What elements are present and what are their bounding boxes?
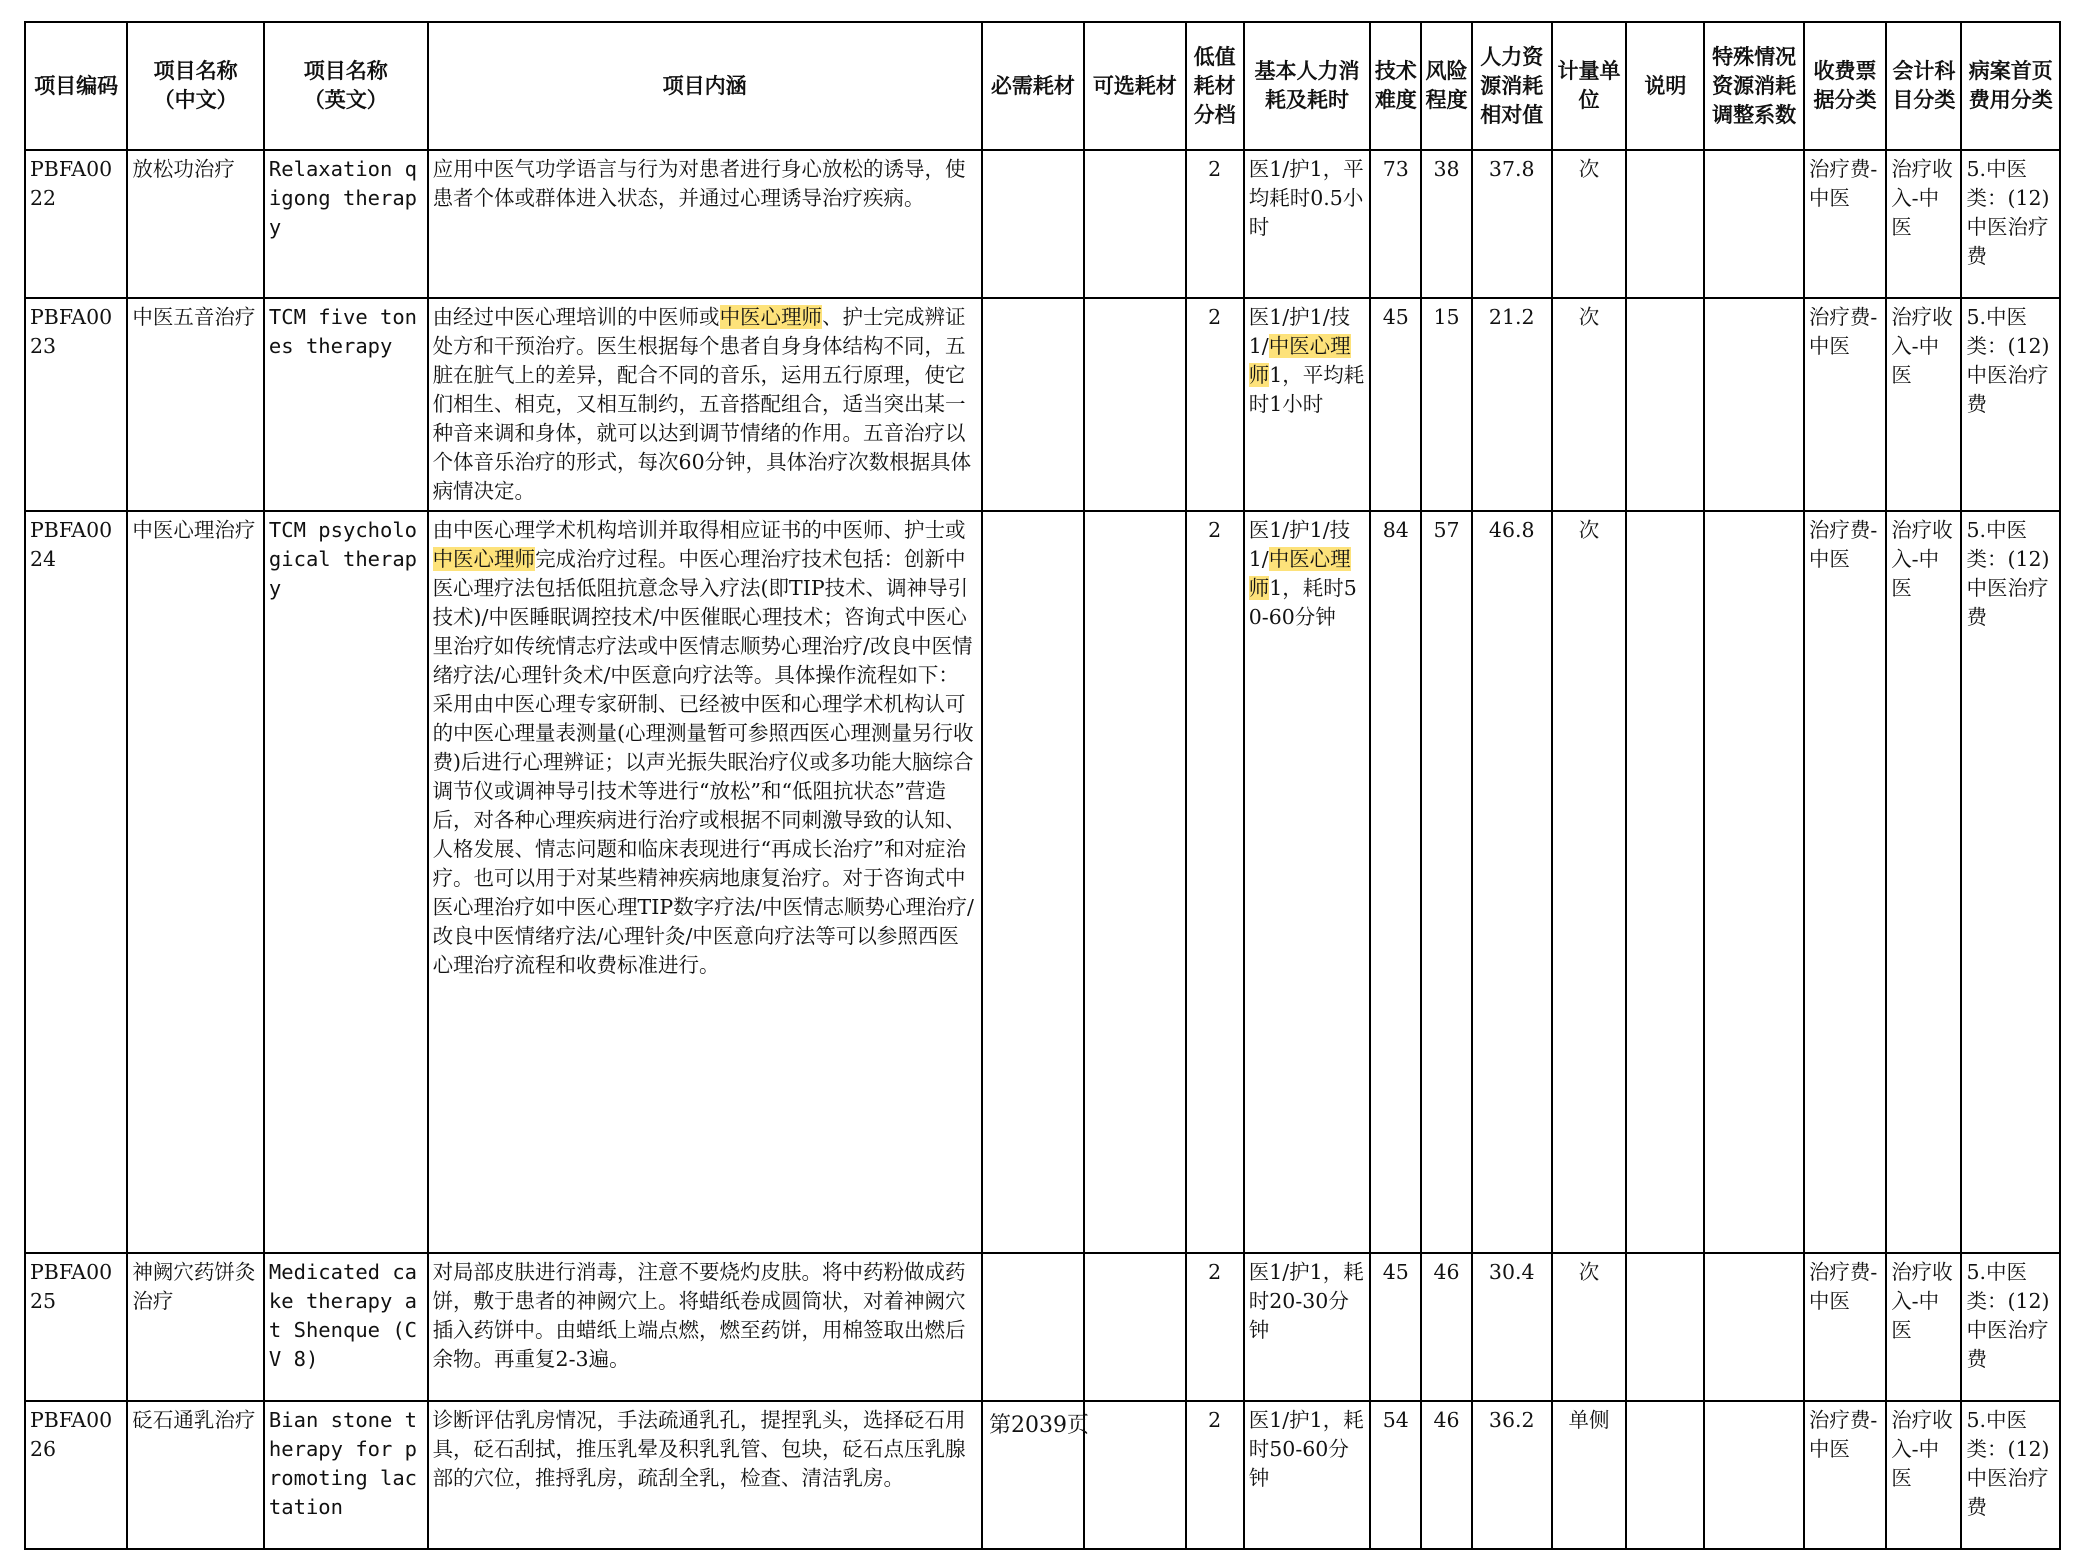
text-segment: 医1/护1/技1/ bbox=[1248, 518, 1351, 571]
cell-labor bbox=[1244, 1253, 1370, 1401]
header-receipt: 收费票据分类 bbox=[1804, 22, 1886, 150]
cell-required bbox=[982, 511, 1084, 1253]
cell-special bbox=[1704, 298, 1803, 511]
text-segment: 对局部皮肤进行消毒，注意不要烧灼皮肤。将中药粉做成药饼，敷于患者的神阙穴上。将蜡纸卷成圆筒状，对着神阙穴插入药饼中。由蜡纸上端点燃，燃至药饼，用棉签取出燃后余物。再重复2-3遍。 bbox=[432, 1260, 966, 1371]
cell-receipt: 治疗费-中医 bbox=[1804, 511, 1886, 1253]
header-name-cn: 项目名称 （中文） bbox=[127, 22, 264, 150]
cell-unit: 次 bbox=[1552, 298, 1626, 511]
cell-name-cn: 神阙穴药饼灸治疗 bbox=[127, 1253, 264, 1401]
cell-note bbox=[1626, 1253, 1704, 1401]
cell-receipt: 治疗费-中医 bbox=[1804, 150, 1886, 298]
header-content: 项目内涵 bbox=[428, 22, 982, 150]
cell-special bbox=[1704, 511, 1803, 1253]
cell-account: 治疗收入-中医 bbox=[1886, 298, 1961, 511]
header-optional: 可选耗材 bbox=[1084, 22, 1185, 150]
fee-items-table bbox=[24, 21, 2061, 1550]
cell-name-en: TCM psychological therapy bbox=[264, 511, 428, 1253]
cell-account: 治疗收入-中医 bbox=[1886, 1401, 1961, 1549]
cell-labor bbox=[1244, 511, 1370, 1253]
cell-receipt: 治疗费-中医 bbox=[1804, 1401, 1886, 1549]
text-segment: 医1/护1/技1/ bbox=[1248, 305, 1351, 358]
header-name-en: 项目名称 （英文） bbox=[264, 22, 428, 150]
header-note: 说明 bbox=[1626, 22, 1704, 150]
cell-risk: 46 bbox=[1421, 1401, 1471, 1549]
cell-low-value: 2 bbox=[1186, 511, 1244, 1253]
cell-low-value: 2 bbox=[1186, 1401, 1244, 1549]
cell-account: 治疗收入-中医 bbox=[1886, 150, 1961, 298]
cell-optional bbox=[1084, 511, 1185, 1253]
cell-risk: 15 bbox=[1421, 298, 1471, 511]
cell-risk: 38 bbox=[1421, 150, 1471, 298]
header-risk: 风险程度 bbox=[1421, 22, 1471, 150]
cell-receipt: 治疗费-中医 bbox=[1804, 1253, 1886, 1401]
highlighted-text: 中医心理师 bbox=[1248, 547, 1351, 600]
cell-hr-rel: 30.4 bbox=[1472, 1253, 1552, 1401]
cell-record: 5.中医类：(12)中医治疗费 bbox=[1961, 1401, 2060, 1549]
cell-note bbox=[1626, 298, 1704, 511]
header-special: 特殊情况资源消耗调整系数 bbox=[1704, 22, 1803, 150]
cell-tech: 45 bbox=[1370, 298, 1421, 511]
cell-name-cn: 砭石通乳治疗 bbox=[127, 1401, 264, 1549]
header-account: 会计科目分类 bbox=[1886, 22, 1961, 150]
highlighted-text: 中医心理师 bbox=[719, 305, 823, 329]
cell-code: PBFA0025 bbox=[25, 1253, 127, 1401]
cell-name-cn: 中医心理治疗 bbox=[127, 511, 264, 1253]
header-low-value: 低值耗材分档 bbox=[1186, 22, 1244, 150]
cell-risk: 57 bbox=[1421, 511, 1471, 1253]
cell-record: 5.中医类：(12)中医治疗费 bbox=[1961, 1253, 2060, 1401]
cell-name-en: Medicated cake therapy at Shenque (CV 8) bbox=[264, 1253, 428, 1401]
cell-name-en: Relaxation qigong therapy bbox=[264, 150, 428, 298]
header-record: 病案首页费用分类 bbox=[1961, 22, 2060, 150]
cell-record: 5.中医类：(12)中医治疗费 bbox=[1961, 511, 2060, 1253]
table-row bbox=[25, 150, 2060, 298]
cell-tech: 45 bbox=[1370, 1253, 1421, 1401]
text-segment: 、护士完成辨证处方和干预治疗。医生根据每个患者自身身体结构不同，五脏在脏气上的差异，配合不同的音乐，运用五行原理，使它们相生、相克，又相互制约，五音搭配组合，适当突出某一种音来调和身体，就可以达到调节情绪的作用。五音治疗以个体音乐治疗的形式，每次60分钟，具体治疗次数根据具体病情决定。 bbox=[432, 305, 972, 503]
cell-name-en: TCM five tones therapy bbox=[264, 298, 428, 511]
cell-unit: 次 bbox=[1552, 1253, 1626, 1401]
cell-record: 5.中医类：(12)中医治疗费 bbox=[1961, 150, 2060, 298]
cell-labor bbox=[1244, 298, 1370, 511]
cell-unit: 次 bbox=[1552, 511, 1626, 1253]
cell-content bbox=[428, 150, 982, 298]
cell-low-value: 2 bbox=[1186, 150, 1244, 298]
cell-required bbox=[982, 1253, 1084, 1401]
text-segment: 应用中医气功学语言与行为对患者进行身心放松的诱导，使患者个体或群体进入状态，并通过心理诱导治疗疾病。 bbox=[432, 157, 966, 210]
cell-tech: 54 bbox=[1370, 1401, 1421, 1549]
header-tech: 技术难度 bbox=[1370, 22, 1421, 150]
cell-special bbox=[1704, 1253, 1803, 1401]
cell-labor bbox=[1244, 150, 1370, 298]
cell-code: PBFA0026 bbox=[25, 1401, 127, 1549]
text-segment: 由经过中医心理培训的中医师或 bbox=[432, 305, 720, 329]
cell-hr-rel: 21.2 bbox=[1472, 298, 1552, 511]
cell-tech: 73 bbox=[1370, 150, 1421, 298]
cell-risk: 46 bbox=[1421, 1253, 1471, 1401]
cell-account: 治疗收入-中医 bbox=[1886, 1253, 1961, 1401]
cell-low-value: 2 bbox=[1186, 1253, 1244, 1401]
text-segment: 由中医心理学术机构培训并取得相应证书的中医师、护士或 bbox=[432, 518, 966, 542]
header-code: 项目编码 bbox=[25, 22, 127, 150]
cell-hr-rel: 37.8 bbox=[1472, 150, 1552, 298]
cell-tech: 84 bbox=[1370, 511, 1421, 1253]
cell-required bbox=[982, 150, 1084, 298]
table-row bbox=[25, 1253, 2060, 1401]
cell-receipt: 治疗费-中医 bbox=[1804, 298, 1886, 511]
header-required: 必需耗材 bbox=[982, 22, 1084, 150]
text-segment: 医1/护1，耗时50-60分钟 bbox=[1248, 1408, 1364, 1490]
cell-special bbox=[1704, 150, 1803, 298]
table-row bbox=[25, 511, 2060, 1253]
cell-code: PBFA0024 bbox=[25, 511, 127, 1253]
cell-record: 5.中医类：(12)中医治疗费 bbox=[1961, 298, 2060, 511]
text-segment: 医1/护1，耗时20-30分钟 bbox=[1248, 1260, 1364, 1342]
cell-account: 治疗收入-中医 bbox=[1886, 511, 1961, 1253]
cell-note bbox=[1626, 150, 1704, 298]
text-segment: 1，耗时50-60分钟 bbox=[1248, 576, 1357, 629]
table-row bbox=[25, 298, 2060, 511]
cell-name-cn: 放松功治疗 bbox=[127, 150, 264, 298]
cell-name-en: Bian stone therapy for promoting lactation bbox=[264, 1401, 428, 1549]
cell-content bbox=[428, 298, 982, 511]
text-segment: 1，平均耗时1小时 bbox=[1248, 363, 1365, 416]
cell-content bbox=[428, 1253, 982, 1401]
highlighted-text: 中医心理师 bbox=[1248, 334, 1351, 387]
header-hr-rel: 人力资源消耗相对值 bbox=[1472, 22, 1552, 150]
cell-optional bbox=[1084, 1253, 1185, 1401]
header-row bbox=[25, 22, 2060, 150]
text-segment: 完成治疗过程。中医心理治疗技术包括：创新中医心理疗法包括低阻抗意念导入疗法(即TIP技术、调神导引技术)/中医睡眠调控技术/中医催眠心理技术；咨询式中医心里治疗如传统情志疗法或中医情志顺势心理治疗/改良中医情绪疗法/心理针灸术/中医意向疗法等。具体操作流程如下：采用由中医心理专家研制、已经被中医和心理学术机构认可的中医心理量表测量(心理测量暂可参照西医心理测量另行收费)后进行心理辨证；以声光振失眠治疗仪或多功能大脑综合调节仪或调神导引技术等进行“放松”和“低阻抗状态”营造后，对各种心理疾病进行治疗或根据不同刺激导致的认知、人格发展、情志问题和临床表现进行“再成长治疗”和对症治疗。也可以用于对某些精神疾病地康复治疗。对于咨询式中医心理治疗如中医心理TIP数字疗法/中医情志顺势心理治疗/改良中医情绪疗法/心理针灸/中医意向疗法等可以参照西医心理治疗流程和收费标准进行。 bbox=[432, 547, 974, 977]
text-segment: 医1/护1，平均耗时0.5小时 bbox=[1248, 157, 1364, 239]
cell-required bbox=[982, 298, 1084, 511]
cell-unit: 单侧 bbox=[1552, 1401, 1626, 1549]
text-segment: 诊断评估乳房情况，手法疏通乳孔，提捏乳头，选择砭石用具，砭石刮拭，推压乳晕及积乳乳管、包块，砭石点压乳腺部的穴位，推捋乳房，疏刮全乳，检查、清洁乳房。 bbox=[432, 1408, 966, 1490]
header-labor: 基本人力消耗及耗时 bbox=[1244, 22, 1370, 150]
cell-low-value: 2 bbox=[1186, 298, 1244, 511]
highlighted-text: 中医心理师 bbox=[432, 547, 536, 571]
cell-hr-rel: 36.2 bbox=[1472, 1401, 1552, 1549]
cell-code: PBFA0023 bbox=[25, 298, 127, 511]
header-unit: 计量单位 bbox=[1552, 22, 1626, 150]
cell-hr-rel: 46.8 bbox=[1472, 511, 1552, 1253]
cell-unit: 次 bbox=[1552, 150, 1626, 298]
cell-optional bbox=[1084, 150, 1185, 298]
cell-note bbox=[1626, 511, 1704, 1253]
cell-code: PBFA0022 bbox=[25, 150, 127, 298]
cell-optional bbox=[1084, 298, 1185, 511]
page-number: 第2039页 bbox=[989, 1413, 1089, 1438]
cell-content bbox=[428, 511, 982, 1253]
cell-name-cn: 中医五音治疗 bbox=[127, 298, 264, 511]
